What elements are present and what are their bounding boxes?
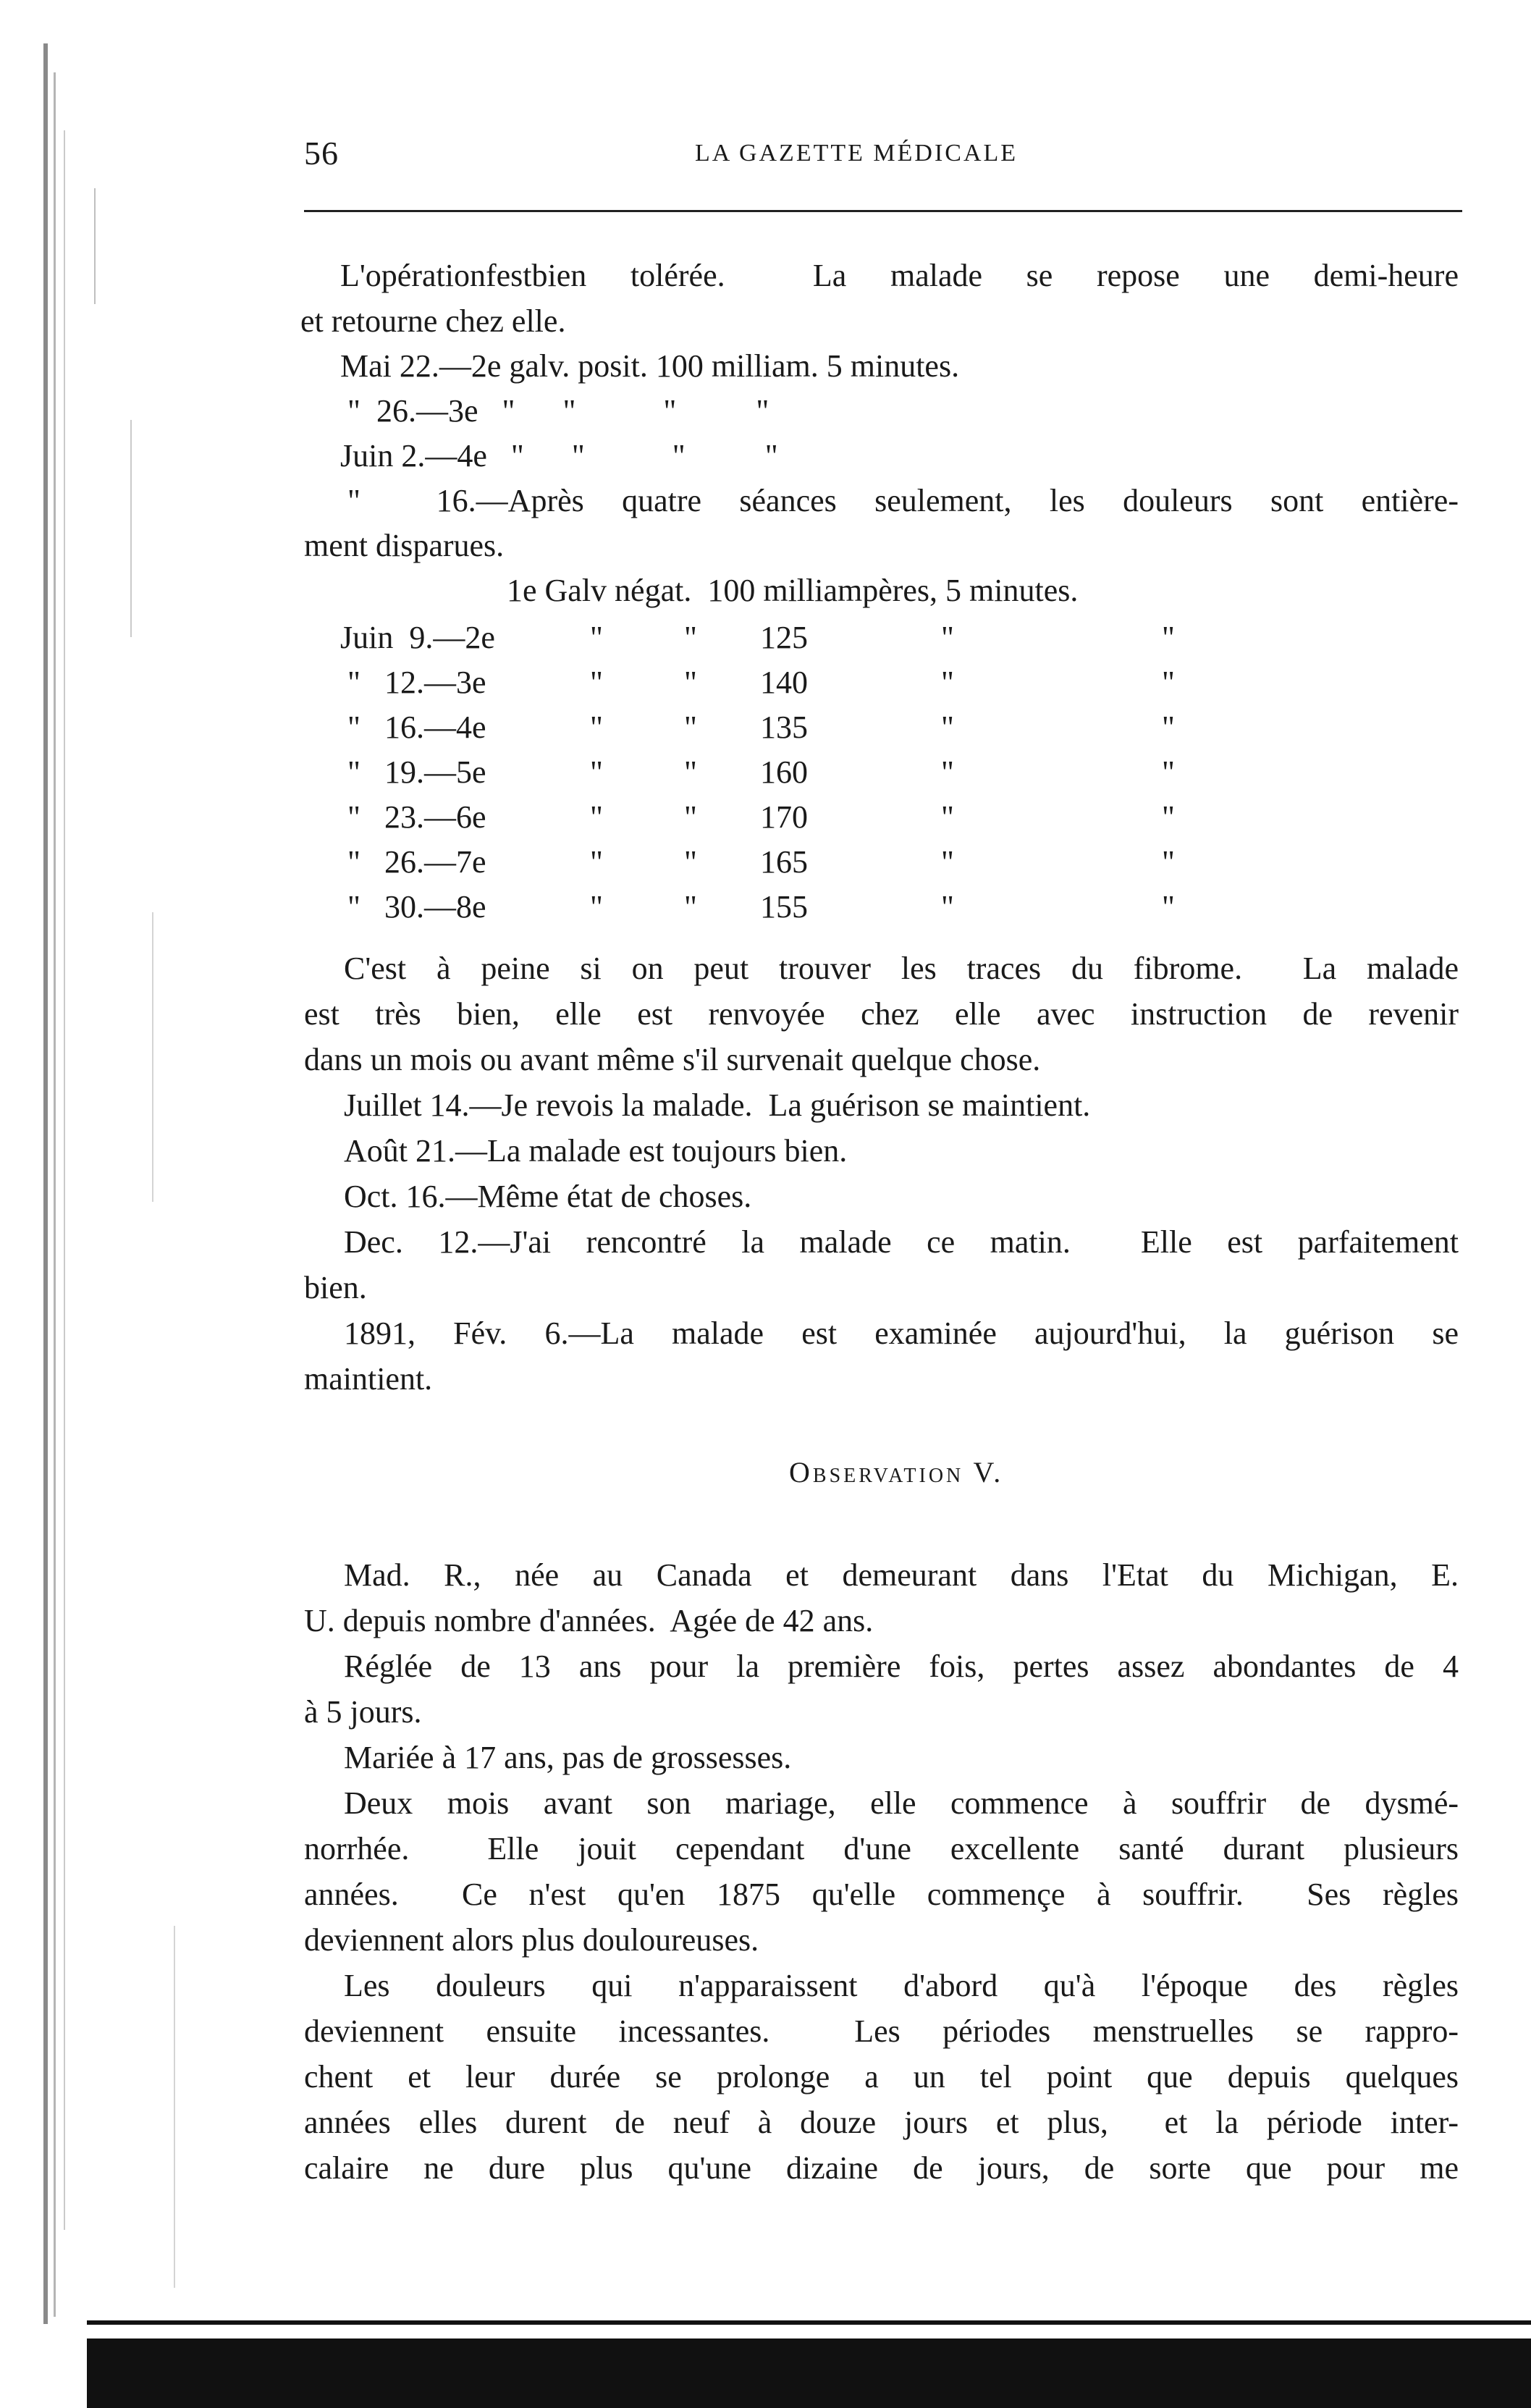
text-line: deviennent ensuite incessantes. Les périodes menstruelles se rappro- [304,2013,1459,2049]
ditto-mark: " [941,754,954,790]
row-value: 155 [760,889,808,925]
text-line: à 5 jours. [304,1694,422,1730]
ditto-mark: " [941,665,954,700]
text-line: U. depuis nombre d'années. Agée de 42 ans. [304,1603,874,1638]
binding-shadow [29,43,174,2360]
page-number: 56 [304,135,339,172]
row-value: 140 [760,665,808,700]
row-date: Juin 9.—2e [340,620,495,655]
text-line: " 26.—3e " " " " [347,393,769,429]
ditto-mark: " [590,889,603,925]
ditto-mark: " [590,754,603,790]
row-value: 170 [760,799,808,835]
row-date: " 16.—4e [347,710,486,745]
row-value: 135 [760,710,808,745]
ditto-mark: " [1162,620,1175,655]
ditto-mark: " [590,620,603,655]
ditto-mark: " [590,665,603,700]
text-line: " 16.—Après quatre séances seulement, les douleurs sont entière- [347,483,1459,518]
text-line: ment disparues. [304,528,505,563]
header-rule [304,210,1462,212]
running-title: LA GAZETTE MÉDICALE [695,140,1018,167]
ditto-mark: " [684,844,697,880]
text-line: Août 21.—La malade est toujours bien. [344,1133,848,1169]
row-value: 160 [760,754,808,790]
text-line: bien. [304,1270,367,1305]
ditto-mark: " [1162,754,1175,790]
ditto-mark: " [941,799,954,835]
text-line: deviennent alors plus douloureuses. [304,1922,759,1958]
text-line: 1891, Fév. 6.—La malade est examinée aujourd'hui, la guérison se [344,1315,1459,1351]
text-line: chent et leur durée se prolonge a un tel point que depuis quelques [304,2059,1459,2095]
section-title-text: Observation V. [789,1456,1004,1489]
text-line: Mai 22.—2e galv. posit. 100 milliam. 5 minutes. [340,348,960,384]
ditto-mark: " [684,620,697,655]
row-value: 165 [760,844,808,880]
ditto-mark: " [684,665,697,700]
text-line: Mariée à 17 ans, pas de grossesses. [344,1740,792,1775]
text-line: dans un mois ou avant même s'il survenait quelque chose. [304,1042,1041,1077]
text-line: Les douleurs qui n'apparaissent d'abord qu'à l'époque des règles [344,1968,1459,2003]
text-line: et retourne chez elle. [300,303,566,339]
page-header [304,134,1455,177]
text-line: maintient. [304,1361,433,1397]
bottom-rule [87,2320,1531,2325]
section-title [789,1455,1003,1489]
row-date: " 23.—6e [347,799,486,835]
ditto-mark: " [941,844,954,880]
ditto-mark: " [1162,844,1175,880]
text-line: Juillet 14.—Je revois la malade. La guérison se maintient. [344,1087,1091,1123]
row-date: " 26.—7e [347,844,486,880]
ditto-mark: " [941,710,954,745]
text-line: Deux mois avant son mariage, elle commence à souffrir de dysmé- [344,1785,1459,1821]
text-line: C'est à peine si on peut trouver les traces du fibrome. La malade [344,951,1459,986]
ditto-mark: " [590,710,603,745]
scan-edge-shadow [87,2338,1531,2408]
ditto-mark: " [1162,665,1175,700]
ditto-mark: " [941,620,954,655]
row-value: 125 [760,620,808,655]
galv-header: 1e Galv négat. 100 milliampères, 5 minutes. [507,573,1079,608]
text-line: Juin 2.—4e " " " " [340,438,778,473]
ditto-mark: " [941,889,954,925]
row-date: " 30.—8e [347,889,486,925]
ditto-mark: " [590,844,603,880]
ditto-mark: " [684,889,697,925]
text-line: Mad. R., née au Canada et demeurant dans l'Etat du Michigan, E. [344,1557,1459,1593]
text-line: années. Ce n'est qu'en 1875 qu'elle commençe à souffrir. Ses règles [304,1877,1459,1912]
ditto-mark: " [1162,889,1175,925]
ditto-mark: " [1162,799,1175,835]
text-line: années elles durent de neuf à douze jours et plus, et la période inter- [304,2105,1459,2140]
text-line: Dec. 12.—J'ai rencontré la malade ce matin. Elle est parfaitement [344,1224,1459,1260]
ditto-mark: " [684,754,697,790]
row-date: " 12.—3e [347,665,486,700]
ditto-mark: " [1162,710,1175,745]
text-line: calaire ne dure plus qu'une dizaine de jours, de sorte que pour me [304,2150,1459,2186]
ditto-mark: " [684,710,697,745]
text-line: est très bien, elle est renvoyée chez elle avec instruction de revenir [304,996,1459,1032]
text-line: Oct. 16.—Même état de choses. [344,1179,752,1214]
ditto-mark: " [684,799,697,835]
text-line: norrhée. Elle jouit cependant d'une excellente santé durant plusieurs [304,1831,1459,1866]
text-line: Réglée de 13 ans pour la première fois, pertes assez abondantes de 4 [344,1649,1459,1684]
ditto-mark: " [590,799,603,835]
row-date: " 19.—5e [347,754,486,790]
text-line: L'opérationfestbien tolérée. La malade se repose une demi-heure [340,258,1459,293]
